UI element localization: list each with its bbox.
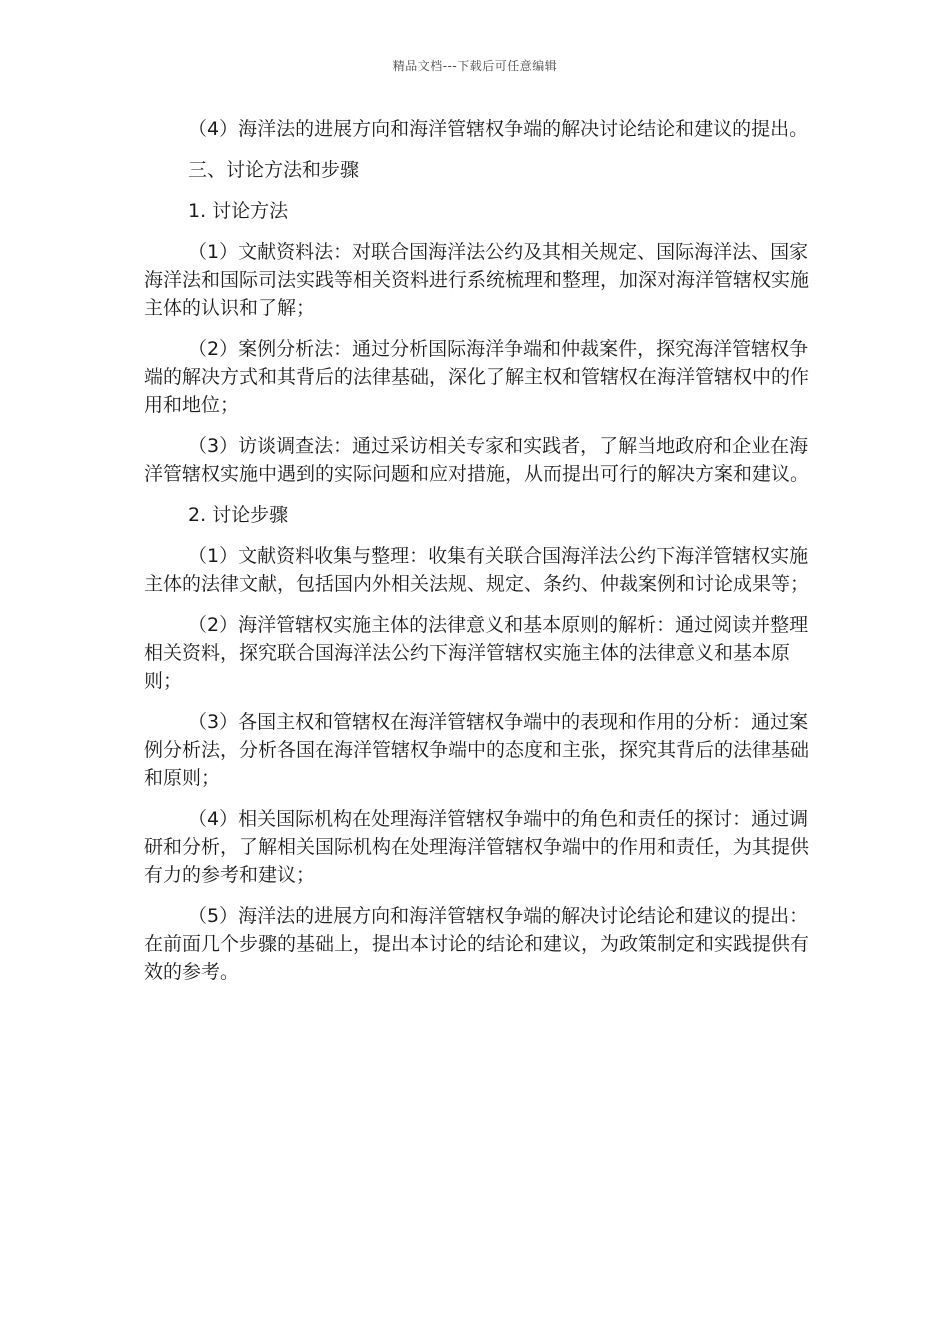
paragraph-step-4: （4）相关国际机构在处理海洋管辖权争端中的角色和责任的探讨：通过调研和分析，了解相关国际机构在处理海洋管辖权争端中的作用和责任，为其提供有力的参考和建议； bbox=[144, 808, 810, 886]
paragraph-step-3: （3）各国主权和管辖权在海洋管辖权争端中的表现和作用的分析：通过案例分析法，分析各国在海洋管辖权争端中的态度和主张，探究其背后的法律基础和原则； bbox=[144, 711, 810, 789]
document-body bbox=[144, 115, 812, 999]
paragraph-step-5: （5）海洋法的进展方向和海洋管辖权争端的解决讨论结论和建议的提出：在前面几个步骤的基础上，提出本讨论的结论和建议，为政策制定和实践提供有效的参考。 bbox=[144, 905, 810, 983]
paragraph-method-1: （1）文献资料法：对联合国海洋法公约及其相关规定、国际海洋法、国家海洋法和国际司法实践等相关资料进行系统梳理和整理，加深对海洋管辖权实施主体的认识和了解； bbox=[144, 241, 810, 319]
subheading-research-methods: 1. 讨论方法 bbox=[188, 200, 289, 222]
page-header: 精品文档---下载后可任意编辑 bbox=[392, 59, 558, 73]
subheading-research-steps: 2. 讨论步骤 bbox=[188, 504, 289, 526]
section-heading-methods: 三、讨论方法和步骤 bbox=[188, 159, 360, 181]
paragraph-method-3: （3）访谈调查法：通过采访相关专家和实践者，了解当地政府和企业在海洋管辖权实施中遇到的实际问题和应对措施，从而提出可行的解决方案和建议。 bbox=[144, 435, 810, 485]
paragraph-conclusion-item-4: （4）海洋法的进展方向和海洋管辖权争端的解决讨论结论和建议的提出。 bbox=[188, 118, 809, 140]
paragraph-step-2: （2）海洋管辖权实施主体的法律意义和基本原则的解析：通过阅读并整理相关资料，探究联合国海洋法公约下海洋管辖权实施主体的法律意义和基本原则； bbox=[144, 614, 809, 692]
paragraph-step-1: （1）文献资料收集与整理：收集有关联合国海洋法公约下海洋管辖权实施主体的法律文献，包括国内外相关法规、规定、条约、仲裁案例和讨论成果等； bbox=[144, 545, 810, 595]
paragraph-method-2: （2）案例分析法：通过分析国际海洋争端和仲裁案件，探究海洋管辖权争端的解决方式和其背后的法律基础，深化了解主权和管辖权在海洋管辖权中的作用和地位； bbox=[144, 338, 810, 416]
